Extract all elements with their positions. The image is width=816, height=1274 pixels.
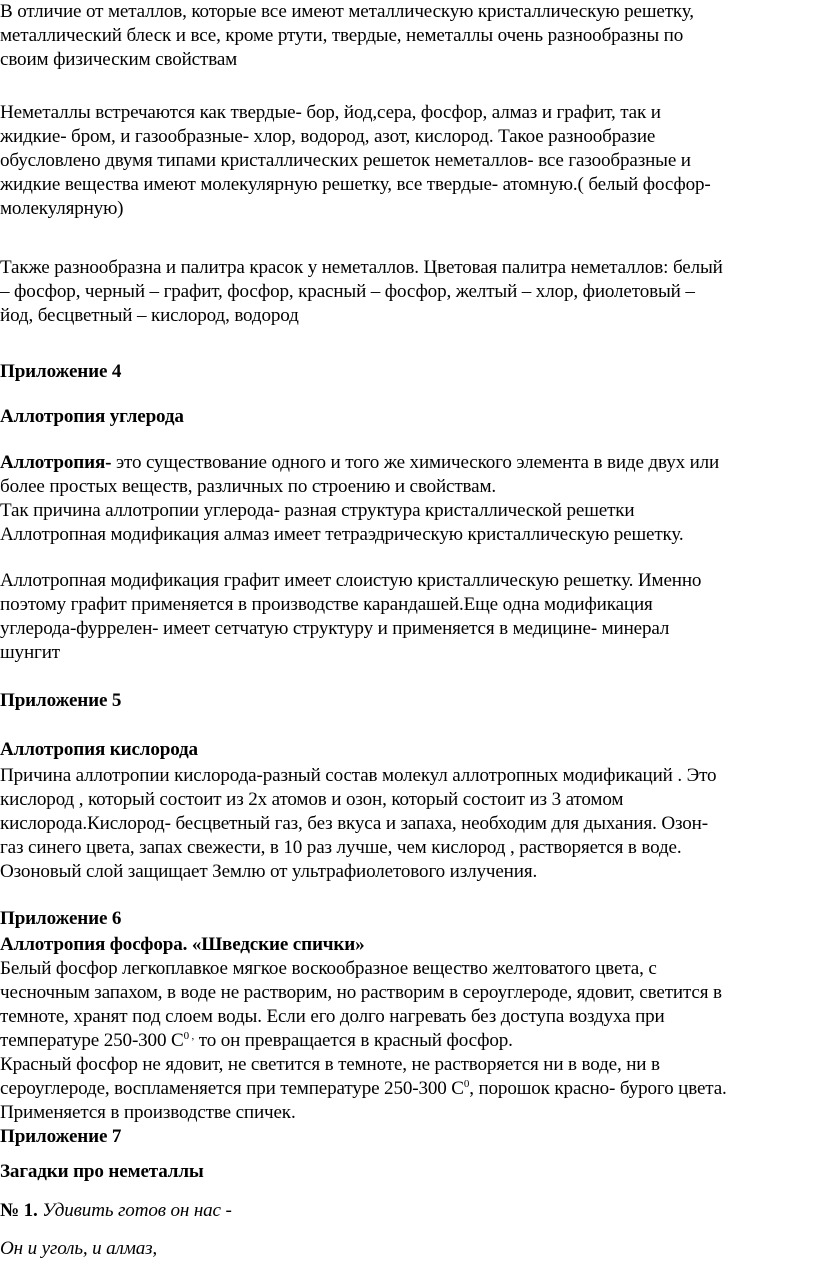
text-line: В отличие от металлов, которые все имеют металлическую кристаллическую решетку, [0,1,694,22]
appendix-6-heading: Приложение 6 [0,908,122,929]
text-line: газ синего цвета, запах свежести, в 10 раз лучше, чем кислород , растворяется в воде. [0,837,682,858]
riddle-text: Удивить готов он нас - [37,1200,232,1221]
appendix-5-heading: Приложение 5 [0,690,122,711]
degree-superscript: 0 [463,1078,470,1090]
text-line: Аллотропная модификация графит имеет слоистую кристаллическую решетку. Именно [0,570,702,591]
appendix-7-subheading: Загадки про неметаллы [0,1161,204,1182]
temperature-line [0,1029,727,1053]
text-line: Применяется в производстве спичек. [0,1102,296,1123]
text-line: молекулярную) [0,198,124,219]
paragraph-nonmetals-colors [0,256,723,328]
text-line: своим физическим свойствам [0,49,238,70]
text-line: Причина аллотропии кислорода-разный состав молекул аллотропных модификаций . Это [0,765,717,786]
text-line: углерода-фуррелен- имеет сетчатую структуру и применяется в медицине- минерал [0,618,670,639]
appendix-4-subheading: Аллотропия углерода [0,406,184,427]
definition-term: Аллотропия- [0,452,112,473]
temperature-line [0,1077,727,1101]
text-line: Озоновый слой защищает Землю от ультрафиолетового излучения. [0,861,538,882]
definition-text: это существование одного и того же химического элемента в виде двух или [111,452,720,473]
text-line: поэтому графит применяется в производстве карандашей.Еще одна модификация [0,594,653,615]
text-line: шунгит [0,642,60,663]
text-fragment: температуре 250-300 С [0,1030,184,1051]
paragraph-nonmetals-states [0,101,711,221]
text-line: – фосфор, черный – графит, фосфор, красный – фосфор, желтый – хлор, фиолетовый – [0,281,695,302]
text-line: жидкие вещества имеют молекулярную решетку, все твердые- атомную.( белый фосфор- [0,174,711,195]
riddle-line [0,1199,232,1223]
appendix-7-heading: Приложение 7 [0,1126,122,1147]
appendix-4-heading: Приложение 4 [0,361,122,382]
degree-superscript: 0 , [183,1030,195,1042]
text-line: Аллотропная модификация алмаз имеет тетраэдрическую кристаллическую решетку. [0,524,684,545]
text-fragment: сероуглероде, воспламеняется при температуре 250-300 С [0,1078,464,1099]
text-line: кислорода.Кислород- бесцветный газ, без вкуса и запаха, необходим для дыхания. Озон- [0,813,708,834]
paragraph-graphite [0,569,701,665]
paragraph-allotropy-definition [0,451,719,547]
text-line: темноте, хранят под слоем воды. Если его долго нагревать без доступа воздуха при [0,1006,665,1027]
paragraph-oxygen-allotropy [0,764,716,884]
text-line: более простых веществ, различных по строению и свойствам. [0,476,497,497]
definition-line [0,451,719,475]
text-line: йод, бесцветный – кислород, водород [0,305,299,326]
text-line: Красный фосфор не ядовит, не светится в темноте, не растворяется ни в воде, ни в [0,1054,660,1075]
text-line: Также разнообразна и палитра красок у неметаллов. Цветовая палитра неметаллов: белый [0,257,723,278]
text-line: чесночным запахом, в воде не растворим, но растворим в сероуглероде, ядовит, светится в [0,982,722,1003]
text-line: обусловлено двумя типами кристаллических решеток неметаллов- все газообразные и [0,150,691,171]
riddle-line: Он и уголь, и алмаз, [0,1238,158,1259]
appendix-6-subheading: Аллотропия фосфора. «Шведские спички» [0,934,365,955]
text-fragment: , порошок красно- бурого цвета. [469,1078,727,1099]
text-line: Неметаллы встречаются как твердые- бор, йод,сера, фосфор, алмаз и графит, так и [0,102,661,123]
riddle-number: № 1. [0,1200,38,1221]
text-fragment: то он превращается в красный фосфор. [194,1030,513,1051]
text-line: Белый фосфор легкоплавкое мягкое воскообразное вещество желтоватого цвета, с [0,958,657,979]
paragraph-phosphorus [0,957,727,1125]
text-line: кислород , который состоит из 2х атомов и озон, который состоит из 3 атомом [0,789,624,810]
paragraph-nonmetals-intro [0,0,694,72]
text-line: металлический блеск и все, кроме ртути, твердые, неметаллы очень разнообразны по [0,25,684,46]
text-line: жидкие- бром, и газообразные- хлор, водород, азот, кислород. Такое разнообразие [0,126,656,147]
text-line: Так причина аллотропии углерода- разная структура кристаллической решетки [0,500,635,521]
appendix-5-subheading: Аллотропия кислорода [0,739,198,760]
